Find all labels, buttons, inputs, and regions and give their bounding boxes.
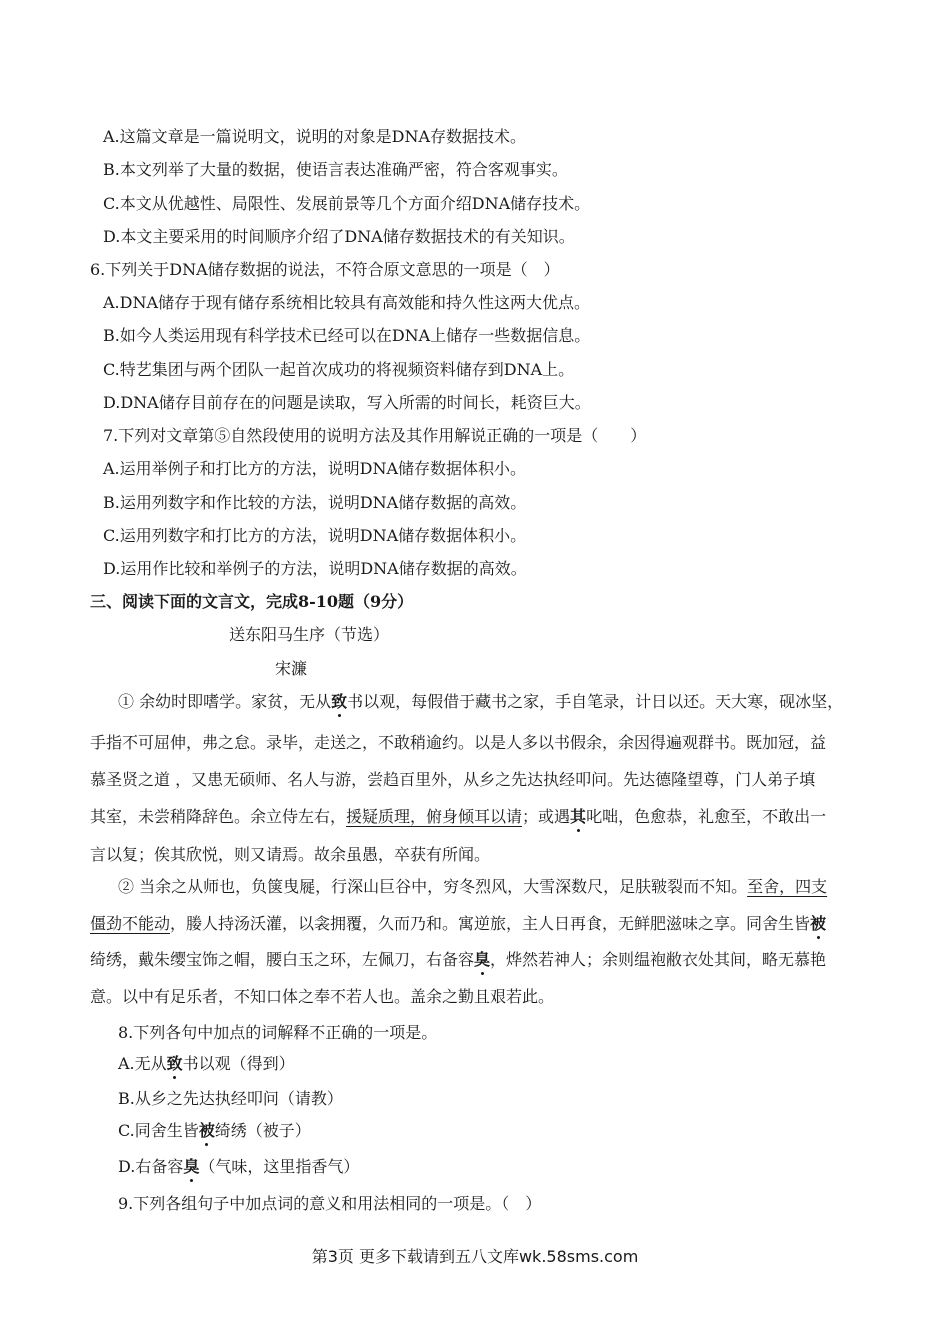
- q8-option-d: D.右备容臭（气味，这里指香气）: [118, 1157, 360, 1176]
- q7-option-c: C.运用列数字和打比方的方法，说明DNA储存数据体积小。: [103, 526, 527, 545]
- paragraph-1-line-3: 慕圣贤之道 ，又患无硕师、名人与游，尝趋百里外，从乡之先达执经叩问。先达德隆望尊，门人弟子填: [90, 770, 816, 789]
- q5-option-a: A.这篇文章是一篇说明文，说明的对象是DNA存数据技术。: [103, 127, 527, 146]
- underlined-phrase: 僵劲不能动: [90, 914, 171, 933]
- paragraph-2-line-2: 僵劲不能动，媵人持汤沃灌，以衾拥覆，久而乃和。寓逆旅，主人日再食，无鲜肥滋味之享。同舍生皆被: [90, 914, 827, 933]
- emphasis-dot-char: 臭: [183, 1157, 200, 1176]
- paragraph-1-line-2: 手指不可屈伸，弗之怠。录毕，走送之，不敢稍逾约。以是人多以书假余，余因得遍观群书。既加冠，益: [90, 733, 827, 752]
- emphasis-dot-char: 被: [810, 914, 827, 933]
- emphasis-dot-char: 致: [166, 1054, 183, 1073]
- paragraph-1-line-5: 言以复；俟其欣悦，则又请焉。故余虽愚，卒获有所闻。: [90, 845, 491, 864]
- q8-option-b: B.从乡之先达执经叩问（请教）: [118, 1089, 343, 1108]
- q6-option-a: A.DNA储存于现有储存系统相比较具有高效能和持久性这两大优点。: [103, 293, 591, 312]
- emphasis-dot-char: 致: [331, 692, 348, 711]
- paragraph-2-line-4: 意。以中有足乐者，不知口体之奉不若人也。盖余之勤且艰若此。: [90, 987, 555, 1006]
- q8-stem: 8.下列各句中加点的词解释不正确的一项是。: [118, 1023, 438, 1042]
- emphasis-dot-char: 其: [570, 807, 587, 826]
- q9-stem: 9.下列各组句子中加点词的意义和用法相同的一项是。（ ）: [118, 1194, 542, 1213]
- q5-option-c: C.本文从优越性、局限性、发展前景等几个方面介绍DNA储存技术。: [103, 194, 591, 213]
- paragraph-2-line-1: ② 当余之从师也，负箧曳屣，行深山巨谷中，穷冬烈风，大雪深数尺，足肤皲裂而不知。至舍，四支: [118, 877, 828, 896]
- q7-option-b: B.运用列数字和作比较的方法，说明DNA储存数据的高效。: [103, 493, 527, 512]
- q7-stem: 7.下列对文章第⑤自然段使用的说明方法及其作用解说正确的一项是（ ）: [103, 426, 647, 445]
- emphasis-dot-char: 被: [198, 1121, 215, 1140]
- q8-option-a: A.无从致书以观（得到）: [118, 1054, 295, 1073]
- q7-option-a: A.运用举例子和打比方的方法，说明DNA储存数据体积小。: [103, 459, 527, 478]
- page-footer: 第3页 更多下载请到五八文库wk.58sms.com: [311, 1247, 639, 1266]
- passage-author: 宋濂: [275, 659, 308, 678]
- paragraph-1-line-4: 其室，未尝稍降辞色。余立侍左右，援疑质理，俯身倾耳以请；或遇其叱咄，色愈恭，礼愈至，不敢出一: [90, 807, 827, 826]
- underlined-phrase: 援疑质理，俯身倾耳以请: [346, 807, 523, 826]
- q8-option-c: C.同舍生皆被绮绣（被子）: [118, 1121, 311, 1140]
- q6-option-b: B.如今人类运用现有科学技术已经可以在DNA上储存一些数据信息。: [103, 326, 591, 345]
- paragraph-2-line-3: 绮绣，戴朱缨宝饰之帽，腰白玉之环，左佩刀，右备容臭，烨然若神人；余则缊袍敝衣处其间，略无慕艳: [90, 950, 827, 969]
- emphasis-dot-char: 臭: [474, 950, 491, 969]
- underlined-phrase: 至舍，四支: [747, 877, 828, 896]
- section-heading: 三、阅读下面的文言文，完成8-10题（9分）: [90, 592, 414, 611]
- q6-stem: 6.下列关于DNA储存数据的说法，不符合原文意思的一项是（ ）: [90, 260, 560, 279]
- paragraph-1-line-1: ① 余幼时即嗜学。家贫，无从致书以观，每假借于藏书之家，手自笔录，计日以还。天大寒，砚冰坚，: [118, 692, 844, 711]
- q6-option-c: C.特艺集团与两个团队一起首次成功的将视频资料储存到DNA上。: [103, 360, 575, 379]
- q5-option-b: B.本文列举了大量的数据，使语言表达准确严密，符合客观事实。: [103, 160, 568, 179]
- q7-option-d: D.运用作比较和举例子的方法，说明DNA储存数据的高效。: [103, 559, 527, 578]
- passage-title: 送东阳马生序（节选）: [229, 625, 390, 644]
- q5-option-d: D.本文主要采用的时间顺序介绍了DNA储存数据技术的有关知识。: [103, 227, 575, 246]
- q6-option-d: D.DNA储存目前存在的问题是读取，写入所需的时间长，耗资巨大。: [103, 393, 591, 412]
